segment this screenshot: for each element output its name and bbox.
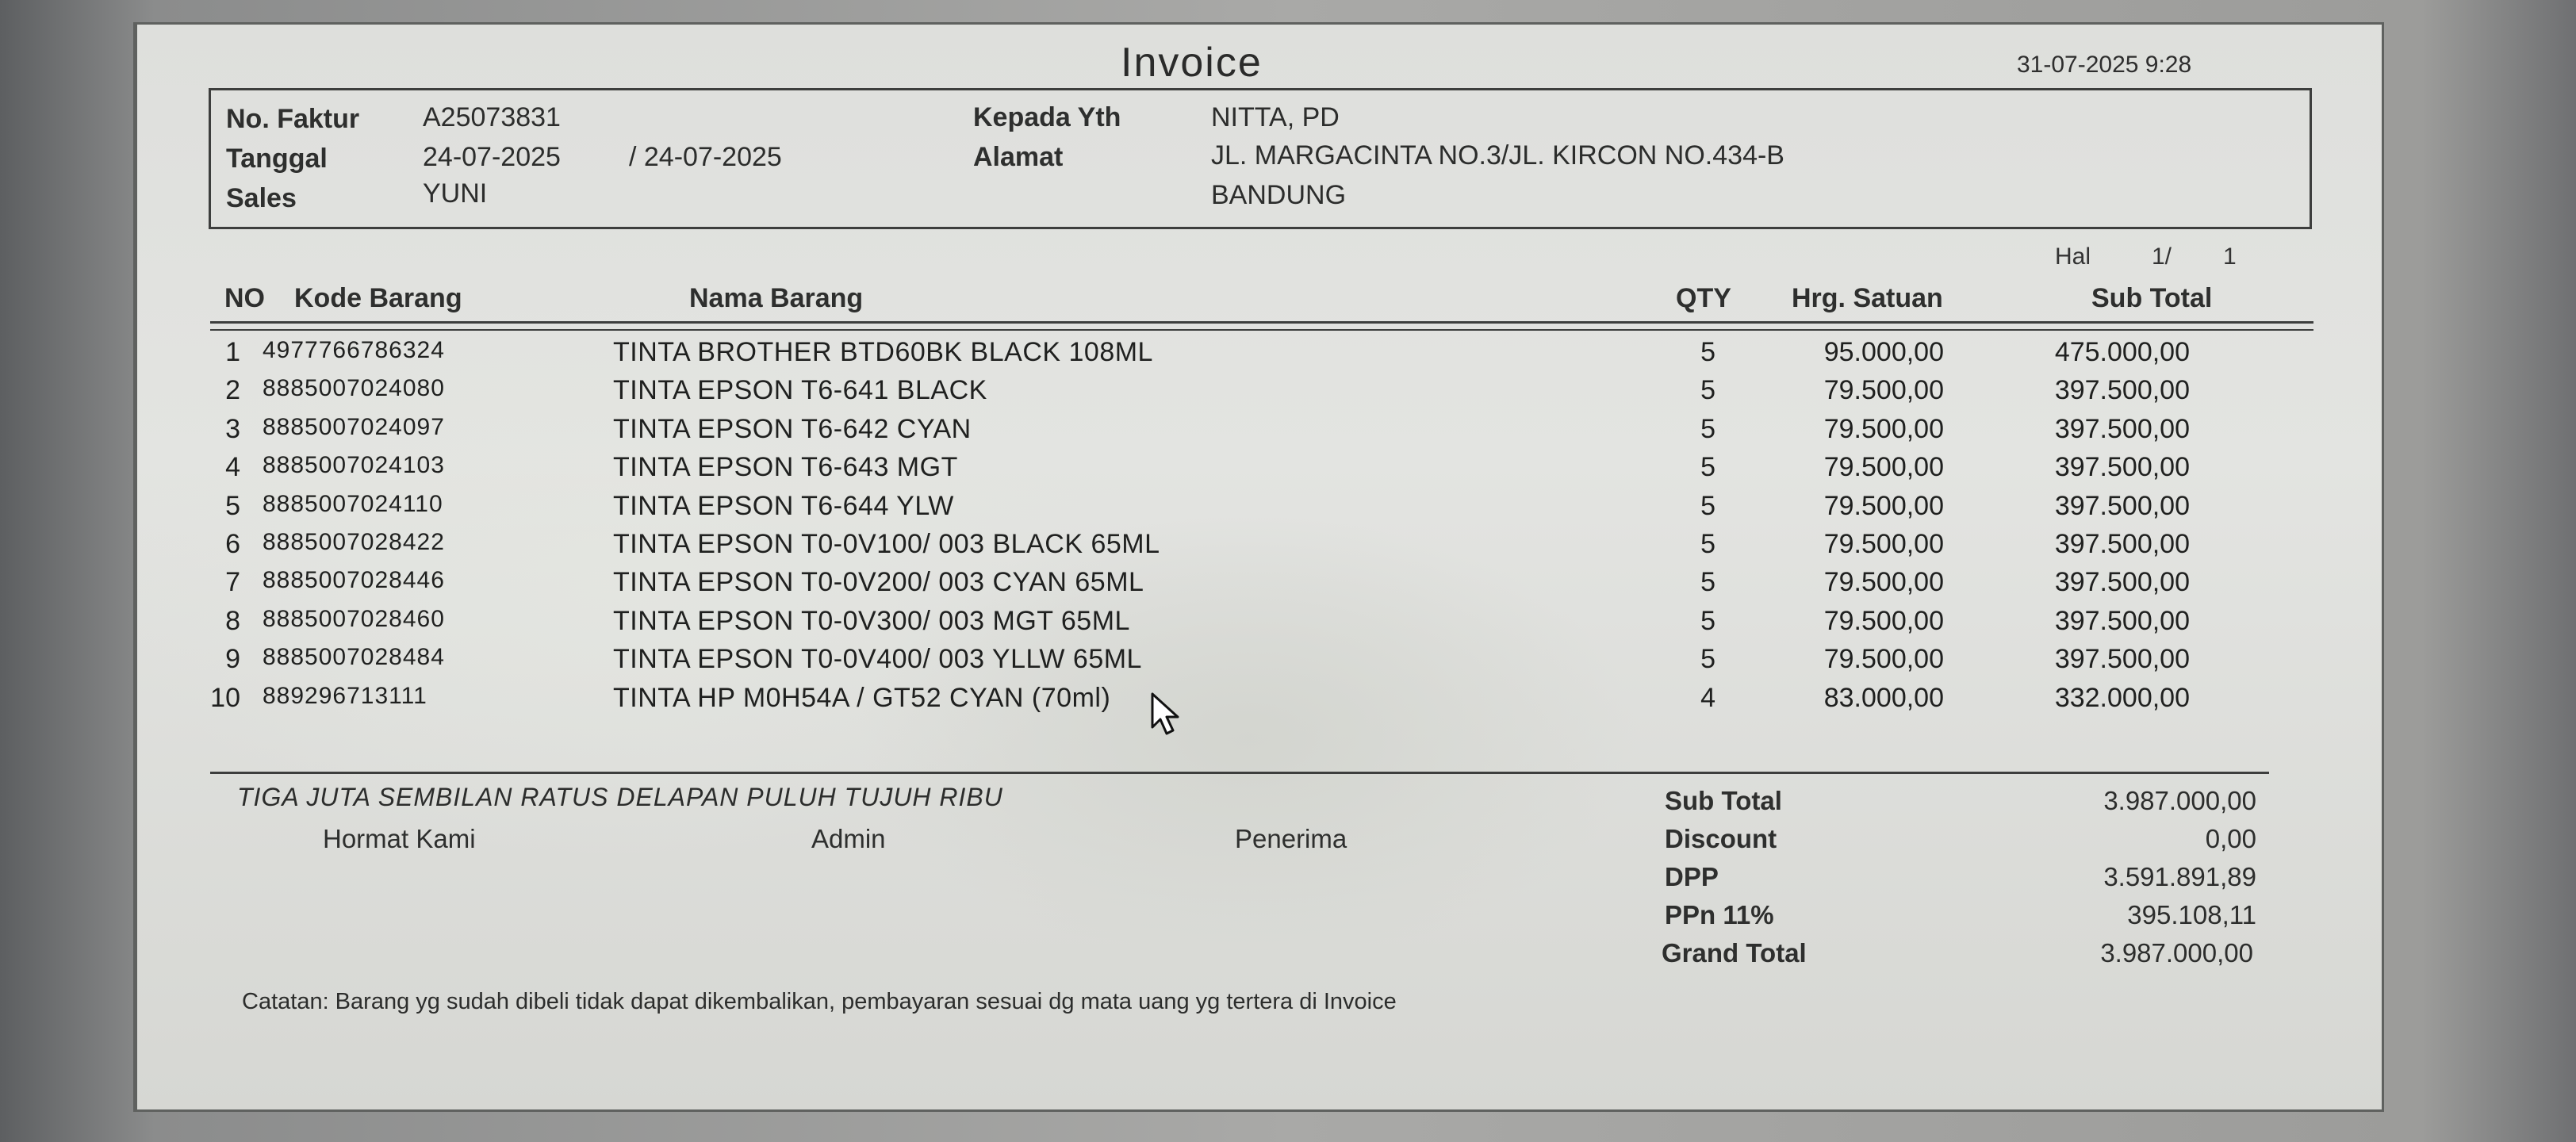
- cell-harga: 95.000,00: [1823, 337, 1944, 367]
- cell-nama: TINTA EPSON T6-644 YLW: [613, 490, 954, 521]
- page-total: 1: [2223, 243, 2237, 270]
- cell-qty: 4: [1700, 682, 1715, 713]
- cell-subtotal: 332.000,00: [2054, 682, 2190, 713]
- col-header-subtotal: Sub Total: [2091, 283, 2213, 313]
- cell-kode: 8885007028460: [263, 605, 445, 632]
- table-row: [137, 337, 2388, 375]
- cell-harga: 79.500,00: [1823, 413, 1944, 444]
- page-current: 1/: [2152, 243, 2172, 270]
- signature-hormat-kami: Hormat Kami: [323, 824, 476, 853]
- print-datetime: 31-07-2025 9:28: [2017, 52, 2192, 78]
- cell-qty: 5: [1700, 644, 1715, 675]
- no-faktur-value: A25073831: [423, 102, 561, 132]
- cell-harga: 79.500,00: [1823, 567, 1944, 598]
- cell-qty: 5: [1700, 605, 1715, 636]
- cell-harga: 79.500,00: [1823, 490, 1944, 521]
- kepada-label: Kepada Yth: [973, 102, 1121, 132]
- discount-label: Discount: [1665, 824, 1777, 853]
- cell-nama: TINTA EPSON T6-641 BLACK: [613, 375, 987, 406]
- tanggal-value: 24-07-2025: [423, 142, 561, 172]
- table-row: [137, 529, 2388, 567]
- cell-nama: TINTA EPSON T0-0V300/ 003 MGT 65ML: [613, 605, 1130, 636]
- table-row: [137, 644, 2388, 682]
- cell-subtotal: 397.500,00: [2054, 413, 2190, 444]
- cell-subtotal: 397.500,00: [2054, 490, 2190, 521]
- sales-value: YUNI: [423, 178, 488, 209]
- table-row: [137, 452, 2388, 490]
- dpp-label: DPP: [1665, 862, 1719, 891]
- cell-kode: 8885007028446: [263, 567, 445, 594]
- cell-kode: 8885007024110: [263, 490, 443, 517]
- cell-nama: TINTA HP M0H54A / GT52 CYAN (70ml): [613, 682, 1111, 713]
- cell-nama: TINTA EPSON T6-643 MGT: [613, 452, 958, 483]
- cell-nama: TINTA EPSON T0-0V400/ 003 YLLW 65ML: [613, 644, 1142, 675]
- table-row: [137, 375, 2388, 413]
- amount-in-words: TIGA JUTA SEMBILAN RATUS DELAPAN PULUH TUJUH RIBU: [237, 783, 1003, 811]
- cell-qty: 5: [1700, 490, 1715, 521]
- table-row: [137, 414, 2388, 452]
- cell-kode: 889296713111: [263, 682, 427, 709]
- alamat-line-2: BANDUNG: [1211, 180, 1347, 210]
- cell-qty: 5: [1700, 337, 1715, 367]
- cell-kode: 8885007024080: [263, 375, 445, 402]
- grand-total-value: 3.987.000,00: [2100, 938, 2253, 968]
- cell-no: 2: [225, 375, 240, 406]
- col-header-nama: Nama Barang: [689, 283, 864, 313]
- alamat-label: Alamat: [973, 142, 1064, 172]
- cell-kode: 8885007024097: [263, 413, 445, 440]
- cell-no: 6: [225, 529, 240, 559]
- table-footer-rule: [210, 772, 2269, 774]
- page-label: Hal: [2055, 243, 2091, 270]
- cell-subtotal: 397.500,00: [2054, 644, 2190, 675]
- kepada-value: NITTA, PD: [1211, 102, 1340, 132]
- table-row: [137, 683, 2388, 721]
- cell-qty: 5: [1700, 567, 1715, 598]
- cell-kode: 8885007028422: [263, 529, 445, 555]
- cell-nama: TINTA EPSON T0-0V200/ 003 CYAN 65ML: [613, 567, 1144, 598]
- table-row: [137, 567, 2388, 605]
- ppn-label: PPn 11%: [1665, 900, 1774, 929]
- col-header-kode: Kode Barang: [294, 283, 462, 313]
- subtotal-label: Sub Total: [1665, 786, 1782, 815]
- cell-kode: 8885007028484: [263, 644, 445, 671]
- cell-kode: 8885007024103: [263, 452, 445, 479]
- cell-no: 8: [225, 605, 240, 636]
- sales-label: Sales: [226, 183, 297, 213]
- cell-subtotal: 397.500,00: [2054, 605, 2190, 636]
- cell-no: 10: [210, 682, 240, 713]
- cell-harga: 79.500,00: [1823, 605, 1944, 636]
- cell-kode: 4977766786324: [263, 337, 445, 363]
- tanggal-label: Tanggal: [226, 144, 328, 174]
- cell-harga: 79.500,00: [1823, 644, 1944, 675]
- invoice-document: [133, 22, 2384, 1112]
- cell-subtotal: 397.500,00: [2054, 452, 2190, 483]
- cell-harga: 79.500,00: [1823, 452, 1944, 483]
- dpp-value: 3.591.891,89: [2103, 862, 2256, 891]
- col-header-harga: Hrg. Satuan: [1792, 283, 1943, 313]
- cell-qty: 5: [1700, 452, 1715, 483]
- table-header-rule: [210, 321, 2313, 324]
- grand-total-label: Grand Total: [1662, 938, 1807, 968]
- cell-nama: TINTA EPSON T0-0V100/ 003 BLACK 65ML: [613, 529, 1160, 559]
- cell-harga: 79.500,00: [1823, 529, 1944, 559]
- ppn-value: 395.108,11: [2127, 900, 2256, 929]
- signature-penerima: Penerima: [1235, 824, 1347, 853]
- cell-subtotal: 397.500,00: [2054, 375, 2190, 406]
- cell-harga: 83.000,00: [1823, 682, 1944, 713]
- cell-no: 9: [225, 644, 240, 675]
- subtotal-value: 3.987.000,00: [2103, 786, 2256, 815]
- cell-nama: TINTA BROTHER BTD60BK BLACK 108ML: [613, 337, 1153, 367]
- cell-subtotal: 397.500,00: [2054, 529, 2190, 559]
- cell-qty: 5: [1700, 375, 1715, 406]
- tanggal-jatuh-tempo: / 24-07-2025: [629, 142, 782, 172]
- discount-value: 0,00: [2205, 824, 2256, 853]
- no-faktur-label: No. Faktur: [226, 104, 360, 134]
- table-row: [137, 491, 2388, 529]
- invoice-title: Invoice: [1121, 40, 1263, 86]
- signature-admin: Admin: [811, 824, 886, 853]
- table-row: [137, 606, 2388, 644]
- cell-nama: TINTA EPSON T6-642 CYAN: [613, 413, 972, 444]
- table-header-rule-2: [210, 329, 2313, 331]
- cell-harga: 79.500,00: [1823, 375, 1944, 406]
- mouse-pointer-icon: [1149, 692, 1186, 737]
- cell-qty: 5: [1700, 413, 1715, 444]
- col-header-no: NO: [224, 283, 265, 313]
- cell-no: 1: [225, 337, 240, 367]
- cell-no: 3: [225, 413, 240, 444]
- cell-no: 7: [225, 567, 240, 598]
- col-header-qty: QTY: [1676, 283, 1731, 313]
- cell-subtotal: 475.000,00: [2054, 337, 2190, 367]
- invoice-note: Catatan: Barang yg sudah dibeli tidak dapat dikembalikan, pembayaran sesuai dg mata uang yg tertera di Invoice: [242, 989, 1397, 1014]
- cell-subtotal: 397.500,00: [2054, 567, 2190, 598]
- cell-no: 5: [225, 490, 240, 521]
- alamat-line-1: JL. MARGACINTA NO.3/JL. KIRCON NO.434-B: [1211, 140, 1784, 171]
- cell-no: 4: [225, 452, 240, 483]
- cell-qty: 5: [1700, 529, 1715, 559]
